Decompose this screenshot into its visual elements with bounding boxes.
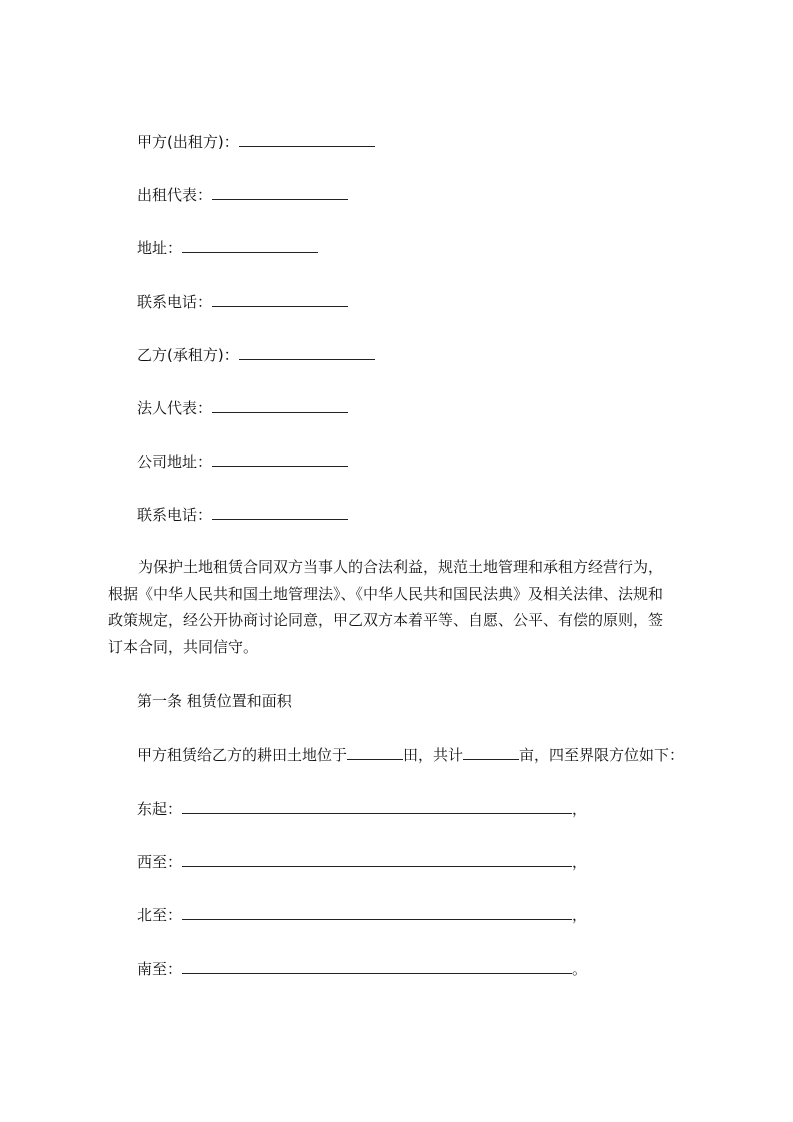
preamble-paragraph xyxy=(108,554,704,660)
north-comma: ， xyxy=(572,906,588,924)
north-label: 北至： xyxy=(137,906,183,924)
field-name-blank[interactable] xyxy=(347,745,403,760)
address-line xyxy=(137,238,318,257)
preamble-line: 根据《中华人民共和国土地管理法》、《中华人民共和国民法典》及相关法律、法规和 xyxy=(108,584,664,603)
south-period: 。 xyxy=(572,960,588,978)
lessor-phone-blank[interactable] xyxy=(212,292,348,307)
west-boundary-line xyxy=(137,852,587,871)
lessor-blank[interactable] xyxy=(239,132,375,147)
north-boundary-line xyxy=(137,905,587,924)
lessee-phone-label: 联系电话： xyxy=(137,506,213,524)
east-comma: ， xyxy=(572,800,588,818)
legal-rep-blank[interactable] xyxy=(212,398,348,413)
lessee-blank[interactable] xyxy=(239,345,375,360)
lessee-label: 乙方(承租方)： xyxy=(137,346,239,364)
legal-rep-line xyxy=(137,398,348,417)
company-address-label: 公司地址： xyxy=(137,453,213,471)
legal-rep-label: 法人代表： xyxy=(137,399,213,417)
lessee-phone-blank[interactable] xyxy=(212,505,348,520)
lessor-phone-line xyxy=(137,292,348,311)
south-boundary-line xyxy=(137,959,587,978)
east-blank[interactable] xyxy=(182,799,572,814)
north-blank[interactable] xyxy=(182,905,572,920)
company-address-line xyxy=(137,452,348,471)
lessor-label: 甲方(出租方)： xyxy=(137,133,239,151)
lessee-line xyxy=(137,345,375,364)
lessor-phone-label: 联系电话： xyxy=(137,293,213,311)
west-label: 西至： xyxy=(137,853,183,871)
address-label: 地址： xyxy=(137,239,183,257)
east-boundary-line xyxy=(137,799,587,818)
location-prefix: 甲方租赁给乙方的耕田土地位于 xyxy=(137,746,348,764)
west-blank[interactable] xyxy=(182,852,572,867)
east-label: 东起： xyxy=(137,800,183,818)
south-label: 南至： xyxy=(137,960,183,978)
preamble-line: 政策规定，经公开协商讨论同意，甲乙双方本着平等、自愿、公平、有偿的原则，签 xyxy=(108,611,664,629)
location-suffix: 亩，四至界限方位如下： xyxy=(519,746,685,764)
company-address-blank[interactable] xyxy=(212,452,348,467)
location-line xyxy=(137,745,684,764)
article1-title: 第一条 租赁位置和面积 xyxy=(137,692,292,710)
lessor-rep-blank[interactable] xyxy=(212,185,348,200)
lessor-rep-label: 出租代表： xyxy=(137,186,213,204)
lessor-rep-line xyxy=(137,185,348,204)
location-middle: 田，共计 xyxy=(403,746,464,764)
preamble-line: 订本合同，共同信守。 xyxy=(108,637,259,656)
preamble-line: 为保护土地租赁合同双方当事人的合法利益，规范土地管理和承租方经营行为， xyxy=(138,558,664,576)
west-comma: ， xyxy=(572,853,588,871)
lessor-line xyxy=(137,132,375,151)
address-blank[interactable] xyxy=(182,238,318,253)
area-blank[interactable] xyxy=(463,745,519,760)
south-blank[interactable] xyxy=(182,959,572,974)
lessee-phone-line xyxy=(137,505,348,524)
